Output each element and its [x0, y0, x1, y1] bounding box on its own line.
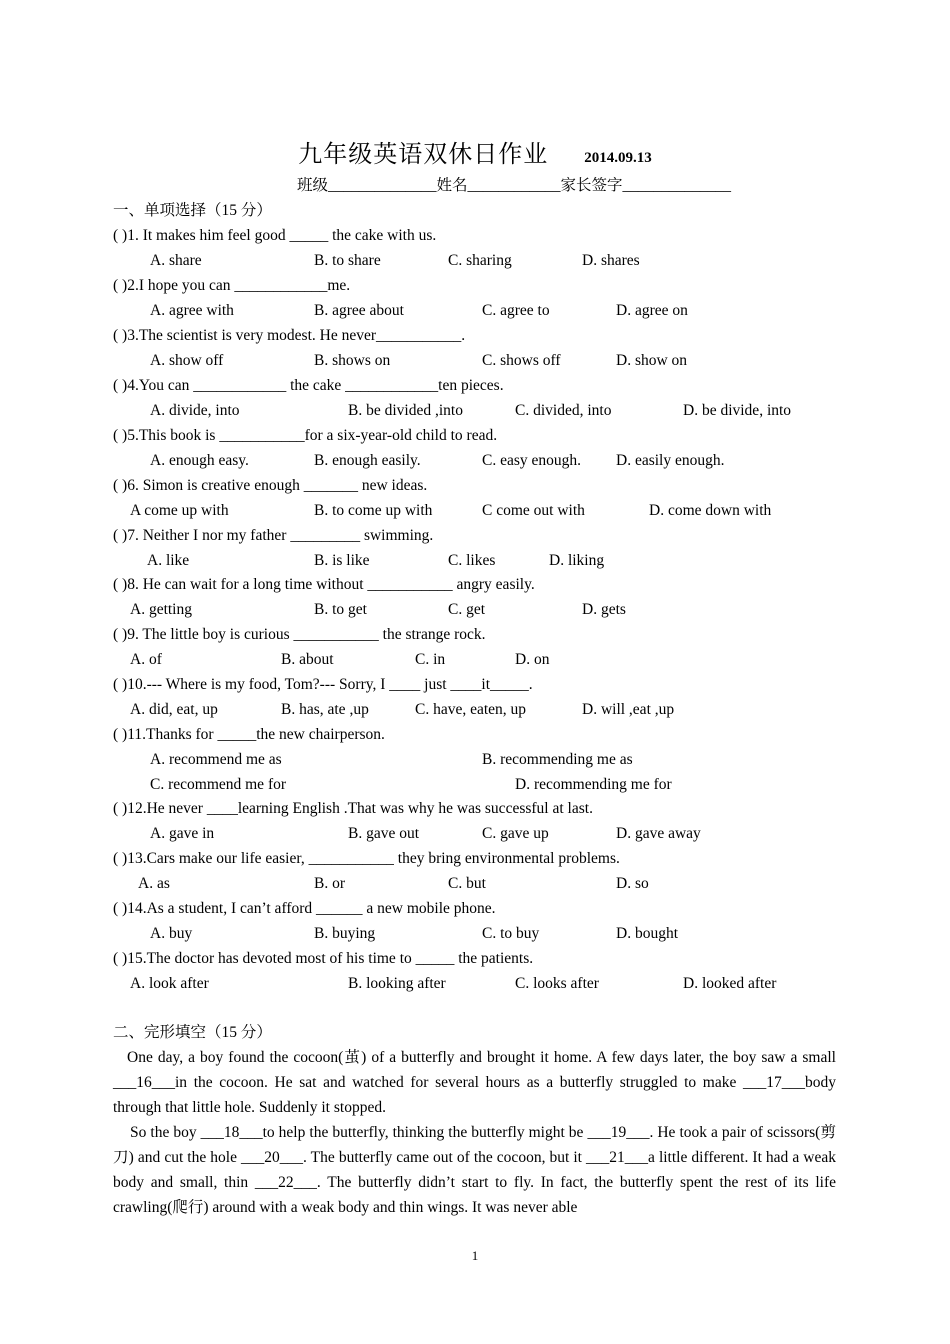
answer-option: C. but: [448, 875, 486, 892]
answer-option: A. of: [130, 651, 162, 668]
answer-option: A. show off: [150, 352, 224, 369]
answer-option: A. like: [147, 552, 190, 569]
question-stem: ( )2.I hope you can ____________me.: [113, 277, 351, 294]
answer-option: C. recommend me for: [150, 776, 287, 793]
answer-option: D. on: [515, 651, 550, 668]
answer-option: A. divide, into: [150, 402, 240, 419]
answer-option: C. to buy: [482, 925, 540, 942]
answer-option: D. recommending me for: [515, 776, 672, 793]
answer-option: C. agree to: [482, 302, 550, 319]
section2-heading: 二、完形填空（15 分）: [113, 1024, 272, 1041]
answer-option: B. to share: [314, 252, 381, 269]
cloze-paragraph-2: So the boy ___18___to help the butterfly, thinking the butterfly might be ___19___. He took a pair of scissors(剪刀) and cut the hole ___20___. The butterfly came out of the cocoon, but it ___21___a little different. It had a weak body and small, thin ___22___. The butterfly didn’t start to fly. In fact, the butterfly spent the rest of its life crawling(爬行) around with a weak body and thin wings. It was never able: [113, 1124, 836, 1216]
answer-option: C. divided, into: [515, 402, 612, 419]
question-stem: ( )15.The doctor has devoted most of his time to _____ the patients.: [113, 950, 534, 967]
answer-option: A. did, eat, up: [130, 701, 218, 718]
answer-option: B. about: [281, 651, 334, 668]
student-info-fields: 班级______________姓名____________家长签字______________: [297, 177, 732, 194]
section1-heading: 一、单项选择（15 分）: [113, 202, 272, 219]
answer-option: D. gave away: [616, 825, 701, 842]
answer-option: D. gets: [582, 601, 626, 618]
answer-option: B. recommending me as: [482, 751, 633, 768]
question-stem: ( )6. Simon is creative enough _______ new ideas.: [113, 477, 428, 494]
title-date: 2014.09.13: [584, 150, 652, 166]
cloze-paragraph-1: One day, a boy found the cocoon(茧) of a butterfly and brought it home. A few days later, the boy saw a small ___16___in the cocoon. He sat and watched for several hours as a butterfly struggled to make ___17___body through that little hole. Suddenly it stopped.: [113, 1049, 836, 1116]
answer-option: B. agree about: [314, 302, 404, 319]
answer-option: D. show on: [616, 352, 688, 369]
answer-option: D. agree on: [616, 302, 688, 319]
question-stem: ( )3.The scientist is very modest. He never___________.: [113, 327, 466, 344]
answer-option: A. buy: [150, 925, 193, 942]
answer-option: C. in: [415, 651, 446, 668]
answer-option: B. to come up with: [314, 502, 433, 519]
question-stem: ( )11.Thanks for _____the new chairperson.: [113, 726, 385, 743]
question-stem: ( )14.As a student, I can’t afford ______ a new mobile phone.: [113, 900, 496, 917]
question-stem: ( )13.Cars make our life easier, ___________ they bring environmental problems.: [113, 850, 620, 867]
answer-option: C. easy enough.: [482, 452, 582, 469]
answer-option: C. likes: [448, 552, 496, 569]
answer-option: C. shows off: [482, 352, 561, 369]
question-stem: ( )8. He can wait for a long time without ___________ angry easily.: [113, 576, 535, 593]
question-stem: ( )5.This book is ___________for a six-year-old child to read.: [113, 427, 498, 444]
question-stem: ( )4.You can ____________ the cake ____________ten pieces.: [113, 377, 504, 394]
answer-option: B. be divided ,into: [348, 402, 463, 419]
title-text: 九年级英语双休日作业: [298, 142, 549, 168]
answer-option: D. liking: [549, 552, 605, 569]
answer-option: B. shows on: [314, 352, 391, 369]
question-stem: ( )9. The little boy is curious ___________ the strange rock.: [113, 626, 486, 643]
answer-option: B. gave out: [348, 825, 420, 842]
answer-option: C. have, eaten, up: [415, 701, 527, 718]
answer-option: A. share: [150, 252, 202, 269]
answer-option: A. recommend me as: [150, 751, 282, 768]
answer-option: B. to get: [314, 601, 367, 618]
answer-option: B. is like: [314, 552, 370, 569]
page-number: 1: [471, 1248, 479, 1263]
answer-option: C. gave up: [482, 825, 549, 842]
answer-option: A. getting: [130, 601, 192, 618]
answer-option: B. buying: [314, 925, 376, 942]
answer-option: D. bought: [616, 925, 678, 942]
answer-option: A. as: [138, 875, 170, 892]
answer-option: B. looking after: [348, 975, 446, 992]
answer-option: B. or: [314, 875, 345, 892]
answer-option: D. will ,eat ,up: [582, 701, 675, 718]
answer-option: C. looks after: [515, 975, 599, 992]
answer-option: A. look after: [130, 975, 209, 992]
document-title: [0, 134, 950, 169]
answer-option: C. sharing: [448, 252, 512, 269]
answer-option: A come up with: [130, 502, 229, 519]
answer-option: A. enough easy.: [150, 452, 249, 469]
question-stem: ( )1. It makes him feel good _____ the cake with us.: [113, 227, 437, 244]
question-stem: ( )10.--- Where is my food, Tom?--- Sorry, I ____ just ____it_____.: [113, 676, 533, 693]
answer-option: A. agree with: [150, 302, 234, 319]
answer-option: B. enough easily.: [314, 452, 421, 469]
answer-option: D. looked after: [683, 975, 777, 992]
answer-option: D. come down with: [649, 502, 772, 519]
question-stem: ( )12.He never ____learning English .That was why he was successful at last.: [113, 800, 593, 817]
answer-option: C come out with: [482, 502, 585, 519]
answer-option: B. has, ate ,up: [281, 701, 369, 718]
answer-option: A. gave in: [150, 825, 215, 842]
answer-option: C. get: [448, 601, 486, 618]
answer-option: D. so: [616, 875, 649, 892]
answer-option: D. shares: [582, 252, 640, 269]
answer-option: D. be divide, into: [683, 402, 792, 419]
question-stem: ( )7. Neither I nor my father _________ swimming.: [113, 527, 434, 544]
answer-option: D. easily enough.: [616, 452, 725, 469]
